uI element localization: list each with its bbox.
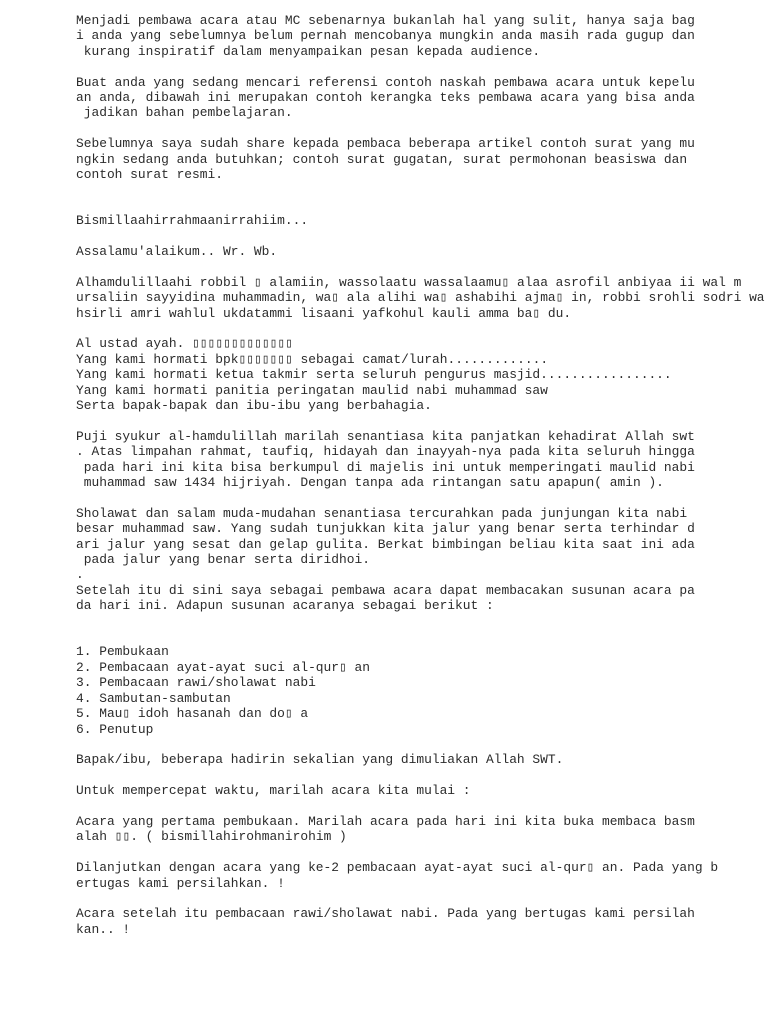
text-line: 1. Pembukaan (76, 644, 169, 660)
paragraph (76, 814, 736, 845)
paragraph (76, 136, 736, 182)
text-line: Buat anda yang sedang mencari referensi contoh naskah pembawa acara untuk kepelu (76, 74, 695, 90)
text-line: Setelah itu di sini saya sebagai pembawa acara dapat membacakan susunan acara pa (76, 582, 695, 598)
text-line: Al ustad ayah. ▯▯▯▯▯▯▯▯▯▯▯▯▯ (76, 336, 293, 352)
text-line: Sholawat dan salam muda-mudahan senantiasa tercurahkan pada junjungan kita nabi (76, 505, 688, 521)
text-line: ari jalur yang sesat dan gelap gulita. Berkat bimbingan beliau kita saat ini ada (76, 536, 695, 552)
text-line: Acara yang pertama pembukaan. Marilah acara pada hari ini kita buka membaca basm (76, 813, 695, 829)
text-line: kan.. ! (76, 921, 131, 937)
paragraph (76, 429, 736, 491)
text-line: ngkin sedang anda butuhkan; contoh surat gugatan, surat permohonan beasiswa dan (76, 151, 688, 167)
text-line: . Atas limpahan rahmat, taufiq, hidayah dan inayyah-nya pada kita seluruh hingga (76, 444, 695, 460)
text-line: muhammad saw 1434 hijriyah. Dengan tanpa ada rintangan satu apapun( amin ). (76, 475, 664, 491)
text-line: Yang kami hormati ketua takmir serta seluruh pengurus masjid................. (76, 367, 672, 383)
text-line: ertugas kami persilahkan. ! (76, 875, 285, 891)
text-line: besar muhammad saw. Yang sudah tunjukkan kita jalur yang benar serta terhindar d (76, 521, 695, 537)
paragraph (76, 629, 736, 737)
text-line: hsirli amri wahlul ukdatammi lisaani yafkohul kauli amma ba▯ du. (76, 305, 572, 321)
text-line (76, 629, 736, 644)
paragraph (76, 13, 736, 59)
text-line: Sebelumnya saya sudah share kepada pembaca beberapa artikel contoh surat yang mu (76, 136, 695, 152)
text-line: Bismillaahirrahmaanirrahiim... (76, 213, 309, 229)
text-line: i anda yang sebelumnya belum pernah mencobanya mungkin anda masih rada gugup dan (76, 28, 695, 44)
paragraph (76, 198, 736, 229)
text-line: 5. Mau▯ idoh hasanah dan do▯ a (76, 706, 309, 722)
text-line: jadikan bahan pembelajaran. (76, 105, 293, 121)
text-line: Menjadi pembawa acara atau MC sebenarnya bukanlah hal yang sulit, hanya saja bag (76, 13, 695, 28)
paragraph (76, 75, 736, 121)
text-line: an anda, dibawah ini merupakan contoh kerangka teks pembawa acara yang bisa anda (76, 90, 695, 106)
text-line: 3. Pembacaan rawi/sholawat nabi (76, 675, 316, 691)
text-line: alah ▯▯. ( bismillahirohmanirohim ) (76, 829, 347, 845)
text-line: 4. Sambutan-sambutan (76, 690, 231, 706)
text-line: Alhamdulillaahi robbil ▯ alamiin, wassolaatu wassalaamu▯ alaa asrofil anbiyaa ii wal m (76, 274, 742, 290)
text-line: pada jalur yang benar serta diridhoi. (76, 552, 370, 568)
text-line: Acara setelah itu pembacaan rawi/sholawat nabi. Pada yang bertugas kami persilah (76, 906, 695, 922)
paragraph (76, 336, 736, 413)
paragraph (76, 783, 736, 798)
text-line: 6. Penutup (76, 721, 154, 737)
text-line: Assalamu'alaikum.. Wr. Wb. (76, 244, 278, 260)
text-line: Yang kami hormati panitia peringatan maulid nabi muhammad saw (76, 382, 548, 398)
text-line: Puji syukur al-hamdulillah marilah senantiasa kita panjatkan kehadirat Allah swt (76, 428, 695, 444)
text-line: 2. Pembacaan ayat-ayat suci al-qur▯ an (76, 659, 370, 675)
text-line: contoh surat resmi. (76, 167, 223, 183)
text-line: kurang inspiratif dalam menyampaikan pesan kepada audience. (76, 43, 541, 59)
text-line: . (76, 567, 84, 583)
text-line: pada hari ini kita bisa berkumpul di majelis ini untuk memperingati maulid nabi (76, 459, 695, 475)
paragraph (76, 906, 736, 937)
document-body (76, 13, 765, 953)
text-line: da hari ini. Adapun susunan acaranya sebagai berikut : (76, 598, 494, 614)
paragraph (76, 752, 736, 767)
text-line: Bapak/ibu, beberapa hadirin sekalian yang dimuliakan Allah SWT. (76, 752, 564, 768)
paragraph (76, 244, 736, 259)
text-line: Yang kami hormati bpk▯▯▯▯▯▯▯ sebagai camat/lurah............. (76, 351, 549, 367)
paragraph (76, 860, 736, 891)
text-line: Untuk mempercepat waktu, marilah acara kita mulai : (76, 783, 471, 799)
paragraph (76, 506, 736, 614)
text-line: Serta bapak-bapak dan ibu-ibu yang berbahagia. (76, 398, 432, 414)
text-line: ursaliin sayyidina muhammadin, wa▯ ala alihi wa▯ ashabihi ajma▯ in, robbi srohli sodri wa (76, 290, 765, 306)
text-line: Dilanjutkan dengan acara yang ke-2 pembacaan ayat-ayat suci al-qur▯ an. Pada yang b (76, 860, 719, 876)
text-line (76, 198, 736, 213)
paragraph (76, 274, 765, 321)
